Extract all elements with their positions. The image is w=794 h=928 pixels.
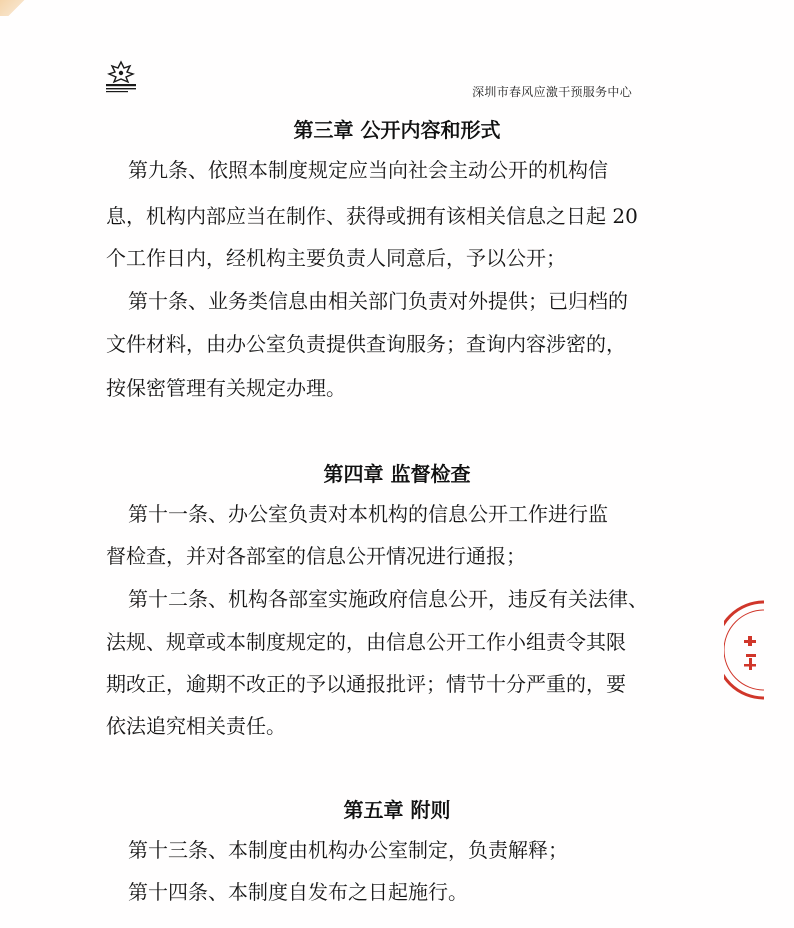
chapter-3-line-4: 第十条、业务类信息由相关部门负责对外提供；已归档的 (128, 289, 628, 313)
chapter-4-line-1: 第十一条、办公室负责对本机构的信息公开工作进行监 (128, 502, 608, 526)
chapter-title-4: 第四章 监督检查 (323, 462, 471, 486)
chapter-4-line-5: 期改正，逾期不改正的予以通报批评；情节十分严重的，要 (106, 672, 626, 696)
chapter-5-line-2: 第十四条、本制度自发布之日起施行。 (128, 880, 468, 904)
chapter-3-line-5: 文件材料，由办公室负责提供查询服务；查询内容涉密的， (106, 332, 626, 356)
chapter-5-line-1: 第十三条、本制度由机构办公室制定，负责解释； (128, 838, 568, 862)
corner-mark (0, 0, 28, 16)
organization-name: 深圳市春风应激干预服务中心 (472, 85, 632, 99)
red-seal-icon (724, 600, 764, 700)
organization-logo-icon (100, 60, 142, 96)
chapter-3-line-2: 息，机构内部应当在制作、获得或拥有该相关信息之日起 20 (106, 204, 638, 228)
chapter-3-line-3: 个工作日内，经机构主要负责人同意后，予以公开； (106, 246, 566, 270)
chapter-4-line-3: 第十二条、机构各部室实施政府信息公开，违反有关法律、 (128, 587, 648, 611)
chapter-title-5: 第五章 附则 (343, 798, 451, 822)
chapter-3-line-6: 按保密管理有关规定办理。 (106, 376, 346, 400)
chapter-4-line-4: 法规、规章或本制度规定的，由信息公开工作小组责令其限 (106, 630, 626, 654)
chapter-4-line-2: 督检查，并对各部室的信息公开情况进行通报； (106, 544, 526, 568)
chapter-4-line-6: 依法追究相关责任。 (106, 714, 286, 738)
chapter-3-line-1: 第九条、依照本制度规定应当向社会主动公开的机构信 (128, 158, 608, 182)
chapter-title-3: 第三章 公开内容和形式 (293, 118, 501, 142)
